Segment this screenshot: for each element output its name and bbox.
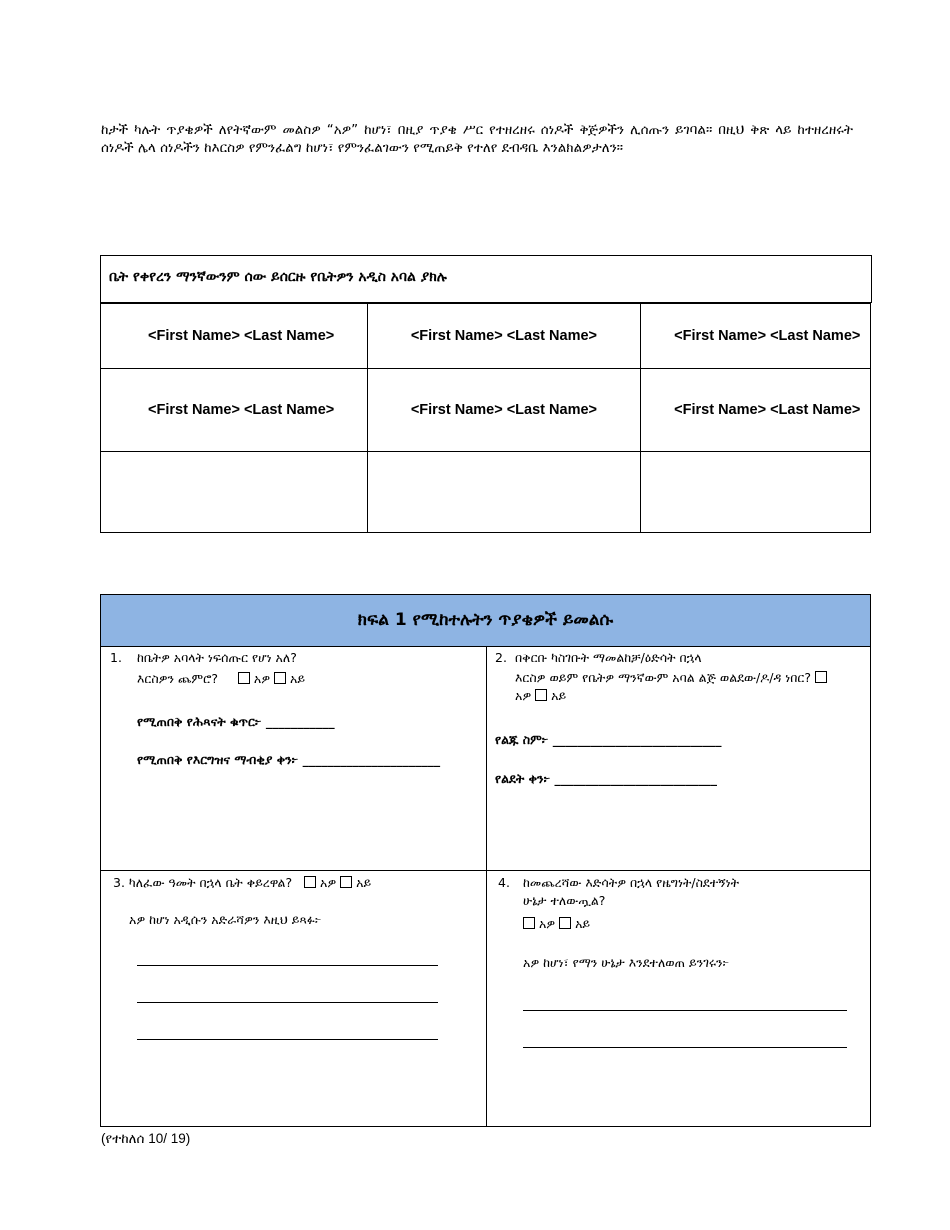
member-name-cell[interactable]: <First Name> <Last Name>	[640, 304, 870, 369]
column-divider	[486, 646, 487, 1127]
member-name-cell[interactable]: <First Name> <Last Name>	[368, 369, 640, 452]
q2-question	[515, 649, 865, 705]
q3-yes-label: አዎ	[320, 875, 337, 890]
q1-due-date-field[interactable]: የሚጠበቅ የእርግዝና ማብቂያ ቀን፦ ______________________	[137, 752, 441, 767]
q2-yes-checkbox[interactable]	[815, 671, 827, 683]
table-row	[101, 369, 871, 452]
q4-answer-line-1[interactable]	[523, 1010, 847, 1012]
q1-line2-row	[137, 670, 305, 688]
q2-no-checkbox[interactable]	[535, 689, 547, 701]
member-name-cell[interactable]: <First Name> <Last Name>	[640, 369, 870, 452]
member-name-cell[interactable]: <First Name> <Last Name>	[368, 304, 640, 369]
revision-footer: (የተከለሰ 10/ 19)	[101, 1131, 191, 1146]
q3-line1: ካለፈው ዓመት በኋላ ቤት ቀይረዋል?	[128, 875, 293, 890]
q4-line2: ሁኔታ ተለውጧል?	[523, 893, 606, 908]
household-members-table	[100, 303, 871, 533]
q2-birth-date-field[interactable]: የልደት ቀን፦ __________________________	[495, 771, 718, 786]
q2-line1: በቅርቡ ካስገቡት ማመልከቻ/ዕድሳት በኋላ	[515, 650, 702, 665]
q3-address-line-3[interactable]	[137, 1039, 438, 1041]
q4-answer-row	[523, 915, 739, 933]
q2-no-label: አይ	[551, 688, 567, 703]
q3-number: 3.	[113, 875, 125, 890]
q4-no-label: አይ	[575, 916, 591, 931]
q2-yes-label: አዎ	[515, 688, 532, 703]
q3-address-line-2[interactable]	[137, 1002, 438, 1004]
q4-question	[523, 874, 739, 933]
q3-yes-checkbox[interactable]	[304, 876, 316, 888]
member-name-cell[interactable]: <First Name> <Last Name>	[101, 369, 368, 452]
member-name-cell[interactable]	[368, 452, 640, 533]
q2-answer-row	[515, 687, 865, 705]
member-name-cell[interactable]: <First Name> <Last Name>	[101, 304, 368, 369]
section-1-box	[100, 594, 871, 1127]
row-divider	[101, 870, 870, 871]
q4-answer-line-2[interactable]	[523, 1047, 847, 1049]
q4-number: 4.	[498, 875, 510, 890]
household-changes-header: ቤት የቀየረን ማንኛውንም ሰው ይሰርዙ የቤትዎን አዲስ አባል ያክሉ	[109, 269, 447, 285]
q3-address-prompt: አዎ ከሆነ አዲሱን አድራሻዎን እዚህ ይጻፉ፦	[129, 912, 322, 927]
q3-question-row	[113, 874, 371, 892]
table-row	[101, 304, 871, 369]
member-name-cell[interactable]	[101, 452, 368, 533]
q2-child-name-field[interactable]: የልጁ ስም፦ ___________________________	[495, 732, 722, 747]
q1-question	[137, 649, 305, 688]
q1-yes-label: አዎ	[253, 671, 271, 686]
q2-number: 2.	[495, 650, 507, 665]
q4-status-prompt: አዎ ከሆነ፣ የማን ሁኔታ እንደተለወጠ ይንገሩን፦	[523, 955, 730, 970]
q4-yes-label: አዎ	[538, 916, 556, 931]
intro-paragraph: ከታች ካሉት ጥያቄዎች ለየትኛውም መልስዎ “አዎ” ከሆነ፣ በዚያ ጥያቄ ሥር የተዘረዘሩ ሰነዶች ቅጅዎችን ሊሰጡን ይገባል። በዚህ ቅጽ ላይ ከተዘረዘሩት ሰነዶች ሌላ ሰነዶችን ከእርስዎ የምንፈልግ ከሆነ፣ የምንፈልገውን የሚጠይቅ የተለየ ደብዳቤ እንልክልዎታለን።	[101, 122, 853, 156]
q1-yes-checkbox[interactable]	[238, 672, 250, 684]
q1-line1: ከቤትዎ አባላት ነፍሰጡር የሆነ አለ?	[137, 650, 297, 665]
q2-line2-row	[515, 669, 865, 687]
q1-number: 1.	[110, 650, 122, 665]
q1-no-checkbox[interactable]	[274, 672, 286, 684]
q4-no-checkbox[interactable]	[559, 917, 571, 929]
q3-no-checkbox[interactable]	[340, 876, 352, 888]
member-name-cell[interactable]	[640, 452, 870, 533]
q3-no-label: አይ	[356, 875, 372, 890]
q1-line2: እርስዎን ጨምሮ?	[137, 671, 219, 686]
q2-line2: እርስዎ ወይም የቤትዎ ማንኛውም አባል ልጅ ወልደው/ዶ/ዳ ነበር?	[515, 670, 811, 685]
table-row	[101, 452, 871, 533]
q1-no-label: አይ	[290, 671, 306, 686]
q3-address-line-1[interactable]	[137, 965, 438, 967]
section-1-title: ክፍል 1 የሚከተሉትን ጥያቄዎች ይመልሱ	[101, 595, 870, 647]
q1-expected-babies-field[interactable]: የሚጠበቅ የሕጻናት ቁጥር፦ ___________	[137, 714, 335, 729]
q4-yes-checkbox[interactable]	[523, 917, 535, 929]
q4-line1: ከመጨረሻው እድሳትዎ በኋላ የዜግነት/ስደተኝነት	[523, 875, 740, 890]
household-changes-header-box	[100, 255, 872, 303]
